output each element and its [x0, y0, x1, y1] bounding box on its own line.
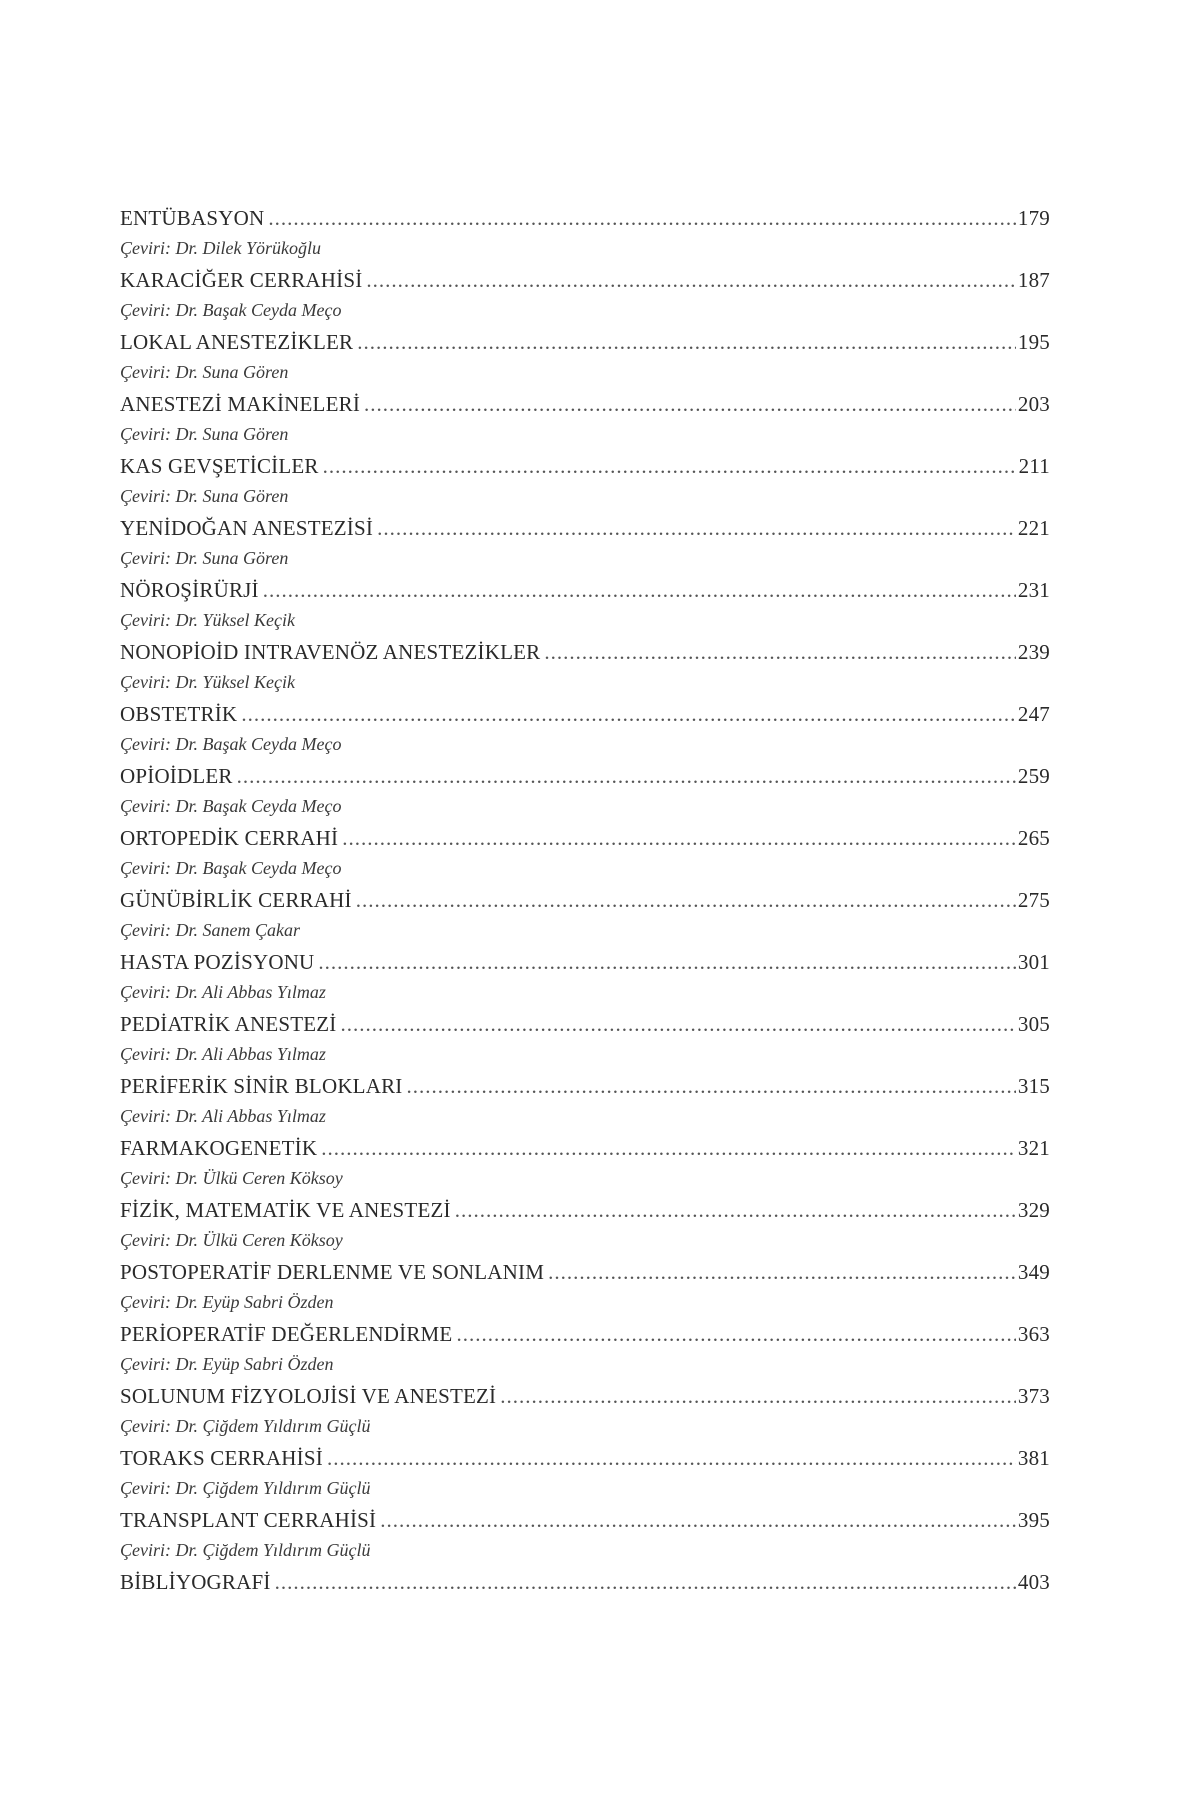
dot-leader [342, 826, 1016, 851]
toc-entry-page: 187 [1017, 268, 1050, 292]
toc-entry-title: KAS GEVŞETİCİLER [120, 454, 319, 478]
toc-entry-translator: Çeviri: Dr. Ali Abbas Yılmaz [120, 1044, 326, 1064]
toc-entry-page: 211 [1018, 454, 1050, 478]
toc-entry-translator [120, 1600, 1050, 1628]
dot-leader [377, 516, 1016, 541]
toc-entry-line [120, 1198, 1050, 1228]
toc-entry-line [120, 392, 1050, 422]
toc-entry-page: 231 [1017, 578, 1050, 602]
toc-entry-translator: Çeviri: Dr. Suna Gören [120, 424, 289, 444]
toc-entry-translator: Çeviri: Dr. Yüksel Keçik [120, 672, 295, 692]
toc-entry[interactable] [120, 1136, 1050, 1198]
toc-entry-page: 265 [1017, 826, 1050, 850]
toc-entry-title: PEDİATRİK ANESTEZİ [120, 1012, 337, 1036]
toc-entry-translator: Çeviri: Dr. Suna Gören [120, 548, 289, 568]
dot-leader [456, 1322, 1015, 1347]
toc-entry-line [120, 516, 1050, 546]
toc-entry[interactable] [120, 392, 1050, 454]
toc-entry-translator: Çeviri: Dr. Ülkü Ceren Köksoy [120, 1230, 343, 1250]
toc-entry-translator: Çeviri: Dr. Çiğdem Yıldırım Güçlü [120, 1540, 371, 1560]
toc-entry-translator: Çeviri: Dr. Çiğdem Yıldırım Güçlü [120, 1416, 371, 1436]
toc-entry[interactable] [120, 1322, 1050, 1384]
toc-entry[interactable] [120, 454, 1050, 516]
toc-entry-translator: Çeviri: Dr. Çiğdem Yıldırım Güçlü [120, 1478, 371, 1498]
toc-entry-translator: Çeviri: Dr. Suna Gören [120, 362, 289, 382]
toc-entry[interactable] [120, 764, 1050, 826]
dot-leader [548, 1260, 1016, 1285]
toc-entry-title: GÜNÜBİRLİK CERRAHİ [120, 888, 352, 912]
toc-entry-title: YENİDOĞAN ANESTEZİSİ [120, 516, 374, 540]
toc-entry-line [120, 1446, 1050, 1476]
toc-entry-page: 315 [1017, 1074, 1050, 1098]
toc-entry-page: 259 [1017, 764, 1050, 788]
toc-entry-title: OBSTETRİK [120, 702, 238, 726]
toc-entry-title: ORTOPEDİK CERRAHİ [120, 826, 339, 850]
toc-entry-line [120, 1508, 1050, 1538]
toc-entry[interactable] [120, 330, 1050, 392]
dot-leader [500, 1384, 1016, 1409]
toc-entry-translator: Çeviri: Dr. Ali Abbas Yılmaz [120, 1106, 326, 1126]
toc-entry[interactable] [120, 640, 1050, 702]
toc-entry-line [120, 206, 1050, 236]
toc-entry-page: 203 [1017, 392, 1050, 416]
toc-entry-translator: Çeviri: Dr. Başak Ceyda Meço [120, 796, 342, 816]
toc-entry-title: HASTA POZİSYONU [120, 950, 315, 974]
dot-leader [318, 950, 1015, 975]
dot-leader [380, 1508, 1016, 1533]
toc-entry[interactable] [120, 206, 1050, 268]
dot-leader [268, 206, 1016, 231]
toc-entry-title: PERİOPERATİF DEĞERLENDİRME [120, 1322, 453, 1346]
dot-leader [356, 888, 1016, 913]
toc-entry-page: 403 [1017, 1570, 1050, 1594]
toc-entry-line [120, 702, 1050, 732]
dot-leader [455, 1198, 1016, 1223]
toc-entry-page: 195 [1017, 330, 1050, 354]
toc-entry-page: 275 [1017, 888, 1050, 912]
toc-entry-title: TORAKS CERRAHİSİ [120, 1446, 323, 1470]
toc-entry-page: 381 [1017, 1446, 1050, 1470]
toc-entry-translator: Çeviri: Dr. Ali Abbas Yılmaz [120, 982, 326, 1002]
toc-entry-title: POSTOPERATİF DERLENME VE SONLANIM [120, 1260, 545, 1284]
toc-entry-translator: Çeviri: Dr. Ülkü Ceren Köksoy [120, 1168, 343, 1188]
toc-entry-title: PERİFERİK SİNİR BLOKLARI [120, 1074, 403, 1098]
table-of-contents [120, 206, 1050, 1632]
toc-entry-translator: Çeviri: Dr. Başak Ceyda Meço [120, 300, 342, 320]
toc-entry-page: 329 [1017, 1198, 1050, 1222]
dot-leader [406, 1074, 1015, 1099]
toc-entry-line [120, 1260, 1050, 1290]
toc-entry-translator: Çeviri: Dr. Başak Ceyda Meço [120, 734, 342, 754]
toc-entry[interactable] [120, 1260, 1050, 1322]
toc-entry[interactable] [120, 888, 1050, 950]
toc-entry[interactable] [120, 826, 1050, 888]
toc-entry-title: SOLUNUM FİZYOLOJİSİ VE ANESTEZİ [120, 1384, 497, 1408]
toc-entry-title: KARACİĞER CERRAHİSİ [120, 268, 363, 292]
toc-entry-page: 349 [1017, 1260, 1050, 1284]
dot-leader [237, 764, 1016, 789]
toc-entry-page: 321 [1017, 1136, 1050, 1160]
toc-entry-line [120, 1012, 1050, 1042]
toc-entry[interactable] [120, 1198, 1050, 1260]
dot-leader [341, 1012, 1016, 1037]
toc-entry-page: 239 [1017, 640, 1050, 664]
toc-entry[interactable] [120, 1384, 1050, 1446]
toc-entry-page: 179 [1017, 206, 1050, 230]
toc-entry-line [120, 888, 1050, 918]
toc-entry[interactable] [120, 1012, 1050, 1074]
toc-entry[interactable] [120, 702, 1050, 764]
toc-entry-title: TRANSPLANT CERRAHİSİ [120, 1508, 377, 1532]
toc-entry-page: 247 [1017, 702, 1050, 726]
dot-leader [366, 268, 1015, 293]
toc-entry-page: 373 [1017, 1384, 1050, 1408]
toc-entry-line [120, 950, 1050, 980]
toc-entry-title: ENTÜBASYON [120, 206, 265, 230]
toc-entry-page: 395 [1017, 1508, 1050, 1532]
toc-entry-translator: Çeviri: Dr. Suna Gören [120, 486, 289, 506]
toc-entry-title: NÖROŞİRÜRJİ [120, 578, 259, 602]
toc-entry[interactable] [120, 516, 1050, 578]
toc-entry[interactable] [120, 950, 1050, 1012]
toc-entry-page: 305 [1017, 1012, 1050, 1036]
toc-entry-page: 363 [1017, 1322, 1050, 1346]
dot-leader [263, 578, 1016, 603]
dot-leader [275, 1570, 1016, 1595]
toc-entry-title: FARMAKOGENETİK [120, 1136, 318, 1160]
toc-entry-line [120, 1322, 1050, 1352]
toc-entry-translator: Çeviri: Dr. Sanem Çakar [120, 920, 300, 940]
dot-leader [321, 1136, 1016, 1161]
toc-entry-line [120, 1136, 1050, 1166]
toc-entry-translator: Çeviri: Dr. Dilek Yörükoğlu [120, 238, 321, 258]
toc-entry-title: LOKAL ANESTEZİKLER [120, 330, 354, 354]
toc-entry[interactable] [120, 1508, 1050, 1570]
toc-entry-page: 221 [1017, 516, 1050, 540]
dot-leader [327, 1446, 1016, 1471]
toc-entry-translator: Çeviri: Dr. Eyüp Sabri Özden [120, 1354, 334, 1374]
dot-leader [357, 330, 1016, 355]
toc-entry-line [120, 1384, 1050, 1414]
toc-entry-translator: Çeviri: Dr. Yüksel Keçik [120, 610, 295, 630]
toc-entry-line [120, 330, 1050, 360]
toc-entry-title: OPİOİDLER [120, 764, 233, 788]
toc-entry[interactable] [120, 578, 1050, 640]
toc-entry-translator: Çeviri: Dr. Eyüp Sabri Özden [120, 1292, 334, 1312]
toc-entry-title: FİZİK, MATEMATİK VE ANESTEZİ [120, 1198, 451, 1222]
toc-entry-line [120, 454, 1050, 484]
dot-leader [323, 454, 1017, 479]
toc-entry-title: BİBLİYOGRAFİ [120, 1570, 271, 1594]
dot-leader [544, 640, 1016, 665]
toc-entry-line [120, 640, 1050, 670]
toc-entry-translator: Çeviri: Dr. Başak Ceyda Meço [120, 858, 342, 878]
toc-entry-title: ANESTEZİ MAKİNELERİ [120, 392, 361, 416]
toc-entry-line [120, 826, 1050, 856]
toc-entry-line [120, 1074, 1050, 1104]
toc-entry[interactable] [120, 268, 1050, 330]
dot-leader [364, 392, 1016, 417]
toc-entry[interactable] [120, 1446, 1050, 1508]
dot-leader [241, 702, 1016, 727]
toc-entry[interactable] [120, 1570, 1050, 1632]
toc-entry-title: NONOPİOİD INTRAVENÖZ ANESTEZİKLER [120, 640, 541, 664]
toc-entry-line [120, 578, 1050, 608]
toc-entry[interactable] [120, 1074, 1050, 1136]
toc-entry-page: 301 [1017, 950, 1050, 974]
toc-entry-line [120, 1570, 1050, 1600]
toc-entry-line [120, 268, 1050, 298]
toc-entry-line [120, 764, 1050, 794]
